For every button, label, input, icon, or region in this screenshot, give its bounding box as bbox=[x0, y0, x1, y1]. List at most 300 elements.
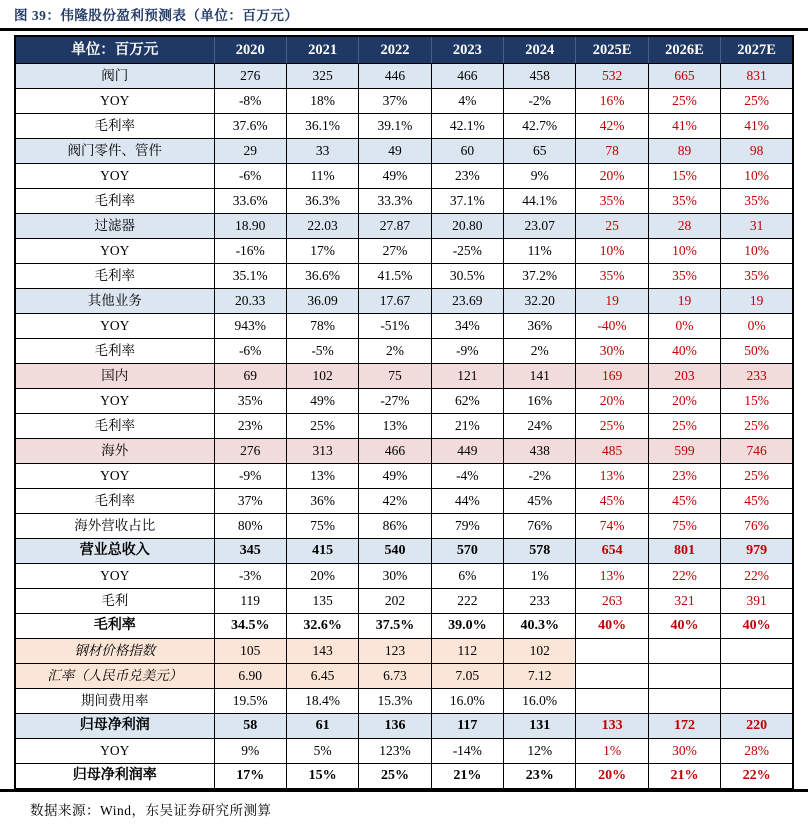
table-row bbox=[15, 464, 793, 489]
historical-value-cell: 11% bbox=[504, 239, 576, 264]
historical-value-cell: 233 bbox=[504, 589, 576, 614]
forecast-value-cell: 31 bbox=[721, 214, 793, 239]
forecast-value-cell: 35% bbox=[576, 189, 648, 214]
historical-value-cell: 36.1% bbox=[286, 114, 358, 139]
historical-value-cell: 123 bbox=[359, 639, 431, 664]
historical-value-cell: 42.1% bbox=[431, 114, 503, 139]
forecast-value-cell: 98 bbox=[721, 139, 793, 164]
historical-value-cell: 23% bbox=[214, 414, 286, 439]
forecast-value-cell: 35% bbox=[648, 189, 720, 214]
historical-value-cell: 102 bbox=[504, 639, 576, 664]
historical-value-cell: 123% bbox=[359, 739, 431, 764]
row-label: 钢材价格指数 bbox=[15, 639, 214, 664]
historical-value-cell: -5% bbox=[286, 339, 358, 364]
top-rule bbox=[0, 28, 808, 31]
historical-value-cell: -9% bbox=[214, 464, 286, 489]
forecast-value-cell: 16% bbox=[576, 89, 648, 114]
historical-value-cell: 313 bbox=[286, 439, 358, 464]
historical-value-cell: 37.2% bbox=[504, 264, 576, 289]
historical-value-cell: 466 bbox=[431, 64, 503, 89]
historical-value-cell: 75% bbox=[286, 514, 358, 539]
forecast-value-cell bbox=[648, 689, 720, 714]
forecast-value-cell: 35% bbox=[721, 189, 793, 214]
forecast-value-cell: 391 bbox=[721, 589, 793, 614]
historical-value-cell: 438 bbox=[504, 439, 576, 464]
row-label: YOY bbox=[15, 739, 214, 764]
historical-value-cell: 20.33 bbox=[214, 289, 286, 314]
forecast-value-cell bbox=[721, 689, 793, 714]
row-label: 毛利率 bbox=[15, 114, 214, 139]
historical-value-cell: 61 bbox=[286, 714, 358, 739]
header-year-cell: 2024 bbox=[504, 36, 576, 64]
historical-value-cell: -2% bbox=[504, 464, 576, 489]
historical-value-cell: 32.6% bbox=[286, 614, 358, 639]
table-row bbox=[15, 689, 793, 714]
historical-value-cell: 27% bbox=[359, 239, 431, 264]
historical-value-cell: 6.45 bbox=[286, 664, 358, 689]
historical-value-cell: 42.7% bbox=[504, 114, 576, 139]
table-row bbox=[15, 639, 793, 664]
historical-value-cell: 4% bbox=[431, 89, 503, 114]
forecast-value-cell: 133 bbox=[576, 714, 648, 739]
forecast-value-cell: 30% bbox=[648, 739, 720, 764]
historical-value-cell: 202 bbox=[359, 589, 431, 614]
historical-value-cell: 7.05 bbox=[431, 664, 503, 689]
row-label: YOY bbox=[15, 164, 214, 189]
historical-value-cell: 35% bbox=[214, 389, 286, 414]
historical-value-cell: 40.3% bbox=[504, 614, 576, 639]
historical-value-cell: 49% bbox=[286, 389, 358, 414]
historical-value-cell: 33 bbox=[286, 139, 358, 164]
header-year-cell: 2020 bbox=[214, 36, 286, 64]
historical-value-cell: 7.12 bbox=[504, 664, 576, 689]
historical-value-cell: 943% bbox=[214, 314, 286, 339]
forecast-value-cell: 78 bbox=[576, 139, 648, 164]
forecast-value-cell: 1% bbox=[576, 739, 648, 764]
forecast-value-cell: 13% bbox=[576, 564, 648, 589]
historical-value-cell: 136 bbox=[359, 714, 431, 739]
table-row bbox=[15, 214, 793, 239]
table-row bbox=[15, 489, 793, 514]
row-label: 毛利率 bbox=[15, 489, 214, 514]
historical-value-cell: 13% bbox=[359, 414, 431, 439]
historical-value-cell: 6% bbox=[431, 564, 503, 589]
table-row bbox=[15, 189, 793, 214]
historical-value-cell: 466 bbox=[359, 439, 431, 464]
forecast-value-cell: 19 bbox=[576, 289, 648, 314]
historical-value-cell: 21% bbox=[431, 764, 503, 789]
row-label: 期间费用率 bbox=[15, 689, 214, 714]
historical-value-cell: -8% bbox=[214, 89, 286, 114]
row-label: 国内 bbox=[15, 364, 214, 389]
historical-value-cell: 86% bbox=[359, 514, 431, 539]
historical-value-cell: 119 bbox=[214, 589, 286, 614]
historical-value-cell: 20.80 bbox=[431, 214, 503, 239]
historical-value-cell: 2% bbox=[359, 339, 431, 364]
table-row bbox=[15, 539, 793, 564]
historical-value-cell: 37.5% bbox=[359, 614, 431, 639]
historical-value-cell: 415 bbox=[286, 539, 358, 564]
forecast-value-cell: 45% bbox=[648, 489, 720, 514]
historical-value-cell: 135 bbox=[286, 589, 358, 614]
forecast-value-cell: 801 bbox=[648, 539, 720, 564]
historical-value-cell: 325 bbox=[286, 64, 358, 89]
historical-value-cell: 36% bbox=[286, 489, 358, 514]
forecast-value-cell: 10% bbox=[721, 239, 793, 264]
forecast-value-cell: 10% bbox=[721, 164, 793, 189]
historical-value-cell: 5% bbox=[286, 739, 358, 764]
historical-value-cell: -51% bbox=[359, 314, 431, 339]
row-label: 归母净利润率 bbox=[15, 764, 214, 789]
forecast-value-cell: 321 bbox=[648, 589, 720, 614]
historical-value-cell: 33.6% bbox=[214, 189, 286, 214]
historical-value-cell: 222 bbox=[431, 589, 503, 614]
table-row bbox=[15, 289, 793, 314]
historical-value-cell: 34% bbox=[431, 314, 503, 339]
row-label: 归母净利润 bbox=[15, 714, 214, 739]
historical-value-cell: 27.87 bbox=[359, 214, 431, 239]
forecast-value-cell: 532 bbox=[576, 64, 648, 89]
table-row bbox=[15, 739, 793, 764]
historical-value-cell: 42% bbox=[359, 489, 431, 514]
historical-value-cell: 2% bbox=[504, 339, 576, 364]
forecast-value-cell: 20% bbox=[648, 389, 720, 414]
row-label: 毛利率 bbox=[15, 614, 214, 639]
historical-value-cell: 37% bbox=[214, 489, 286, 514]
forecast-value-cell: 485 bbox=[576, 439, 648, 464]
forecast-value-cell: 41% bbox=[721, 114, 793, 139]
historical-value-cell: 36% bbox=[504, 314, 576, 339]
historical-value-cell: 24% bbox=[504, 414, 576, 439]
forecast-value-cell: 22% bbox=[648, 564, 720, 589]
historical-value-cell: 17% bbox=[214, 764, 286, 789]
historical-value-cell: 1% bbox=[504, 564, 576, 589]
forecast-value-cell: 25% bbox=[648, 414, 720, 439]
historical-value-cell: 44% bbox=[431, 489, 503, 514]
historical-value-cell: 58 bbox=[214, 714, 286, 739]
historical-value-cell: -14% bbox=[431, 739, 503, 764]
forecast-value-cell bbox=[576, 689, 648, 714]
forecast-value-cell bbox=[648, 639, 720, 664]
forecast-value-cell: 25% bbox=[648, 89, 720, 114]
forecast-value-cell: 19 bbox=[721, 289, 793, 314]
historical-value-cell: 45% bbox=[504, 489, 576, 514]
historical-value-cell: 49% bbox=[359, 164, 431, 189]
forecast-value-cell: 25% bbox=[721, 89, 793, 114]
forecast-value-cell: 40% bbox=[648, 614, 720, 639]
historical-value-cell: 30.5% bbox=[431, 264, 503, 289]
forecast-value-cell: 19 bbox=[648, 289, 720, 314]
historical-value-cell: 32.20 bbox=[504, 289, 576, 314]
historical-value-cell: 458 bbox=[504, 64, 576, 89]
historical-value-cell: 143 bbox=[286, 639, 358, 664]
forecast-value-cell: 35% bbox=[721, 264, 793, 289]
historical-value-cell: -2% bbox=[504, 89, 576, 114]
historical-value-cell: 37.6% bbox=[214, 114, 286, 139]
historical-value-cell: -3% bbox=[214, 564, 286, 589]
forecast-value-cell: 28% bbox=[721, 739, 793, 764]
historical-value-cell: 49 bbox=[359, 139, 431, 164]
forecast-value-cell: 13% bbox=[576, 464, 648, 489]
table-row bbox=[15, 239, 793, 264]
historical-value-cell: 141 bbox=[504, 364, 576, 389]
table-row bbox=[15, 139, 793, 164]
header-year-cell: 2027E bbox=[721, 36, 793, 64]
historical-value-cell: 16.0% bbox=[431, 689, 503, 714]
table-row bbox=[15, 439, 793, 464]
forecast-value-cell bbox=[721, 664, 793, 689]
historical-value-cell: 6.90 bbox=[214, 664, 286, 689]
forecast-value-cell: 831 bbox=[721, 64, 793, 89]
table-row bbox=[15, 264, 793, 289]
historical-value-cell: 39.1% bbox=[359, 114, 431, 139]
historical-value-cell: 25% bbox=[286, 414, 358, 439]
historical-value-cell: 117 bbox=[431, 714, 503, 739]
historical-value-cell: 41.5% bbox=[359, 264, 431, 289]
forecast-value-cell: 45% bbox=[576, 489, 648, 514]
table-row bbox=[15, 664, 793, 689]
forecast-value-cell: 220 bbox=[721, 714, 793, 739]
forecast-value-cell: 0% bbox=[648, 314, 720, 339]
header-unit-cell: 单位：百万元 bbox=[15, 36, 214, 64]
forecast-value-cell: 203 bbox=[648, 364, 720, 389]
historical-value-cell: 30% bbox=[359, 564, 431, 589]
row-label: 毛利率 bbox=[15, 189, 214, 214]
historical-value-cell: 60 bbox=[431, 139, 503, 164]
row-label: YOY bbox=[15, 464, 214, 489]
historical-value-cell: 78% bbox=[286, 314, 358, 339]
historical-value-cell: 17% bbox=[286, 239, 358, 264]
historical-value-cell: -27% bbox=[359, 389, 431, 414]
forecast-value-cell: 654 bbox=[576, 539, 648, 564]
table-row bbox=[15, 714, 793, 739]
forecast-value-cell: 30% bbox=[576, 339, 648, 364]
forecast-value-cell bbox=[721, 639, 793, 664]
header-year-cell: 2021 bbox=[286, 36, 358, 64]
forecast-value-cell bbox=[648, 664, 720, 689]
historical-value-cell: 131 bbox=[504, 714, 576, 739]
historical-value-cell: 76% bbox=[504, 514, 576, 539]
row-label: 营业总收入 bbox=[15, 539, 214, 564]
historical-value-cell: 570 bbox=[431, 539, 503, 564]
forecast-value-cell: 25% bbox=[721, 464, 793, 489]
forecast-value-cell: 665 bbox=[648, 64, 720, 89]
historical-value-cell: 69 bbox=[214, 364, 286, 389]
table-row bbox=[15, 614, 793, 639]
table-row bbox=[15, 114, 793, 139]
historical-value-cell: 22.03 bbox=[286, 214, 358, 239]
forecast-value-cell: 15% bbox=[648, 164, 720, 189]
historical-value-cell: 79% bbox=[431, 514, 503, 539]
historical-value-cell: 121 bbox=[431, 364, 503, 389]
row-label: 毛利率 bbox=[15, 264, 214, 289]
forecast-value-cell: 0% bbox=[721, 314, 793, 339]
row-label: 其他业务 bbox=[15, 289, 214, 314]
forecast-value-cell bbox=[576, 664, 648, 689]
row-label: 毛利率 bbox=[15, 414, 214, 439]
row-label: 阀门 bbox=[15, 64, 214, 89]
historical-value-cell: 23.07 bbox=[504, 214, 576, 239]
historical-value-cell: 20% bbox=[286, 564, 358, 589]
table-row bbox=[15, 514, 793, 539]
historical-value-cell: 449 bbox=[431, 439, 503, 464]
forecast-value-cell: 25% bbox=[576, 414, 648, 439]
row-label: 海外 bbox=[15, 439, 214, 464]
table-row bbox=[15, 764, 793, 789]
forecast-value-cell: 979 bbox=[721, 539, 793, 564]
forecast-value-cell: 76% bbox=[721, 514, 793, 539]
forecast-value-cell: 746 bbox=[721, 439, 793, 464]
historical-value-cell: 80% bbox=[214, 514, 286, 539]
forecast-table bbox=[14, 35, 794, 789]
forecast-value-cell: 10% bbox=[576, 239, 648, 264]
forecast-value-cell: 22% bbox=[721, 764, 793, 789]
table-row bbox=[15, 314, 793, 339]
forecast-value-cell: 25% bbox=[721, 414, 793, 439]
historical-value-cell: 62% bbox=[431, 389, 503, 414]
table-row bbox=[15, 564, 793, 589]
historical-value-cell: 29 bbox=[214, 139, 286, 164]
row-label: 海外营收占比 bbox=[15, 514, 214, 539]
historical-value-cell: 9% bbox=[504, 164, 576, 189]
historical-value-cell: 36.09 bbox=[286, 289, 358, 314]
row-label: 毛利率 bbox=[15, 339, 214, 364]
historical-value-cell: 36.3% bbox=[286, 189, 358, 214]
historical-value-cell: 6.73 bbox=[359, 664, 431, 689]
historical-value-cell: 12% bbox=[504, 739, 576, 764]
forecast-value-cell: 75% bbox=[648, 514, 720, 539]
historical-value-cell: 36.6% bbox=[286, 264, 358, 289]
row-label: YOY bbox=[15, 564, 214, 589]
historical-value-cell: 23% bbox=[431, 164, 503, 189]
header-year-cell: 2023 bbox=[431, 36, 503, 64]
data-source: 数据来源：Wind，东吴证券研究所测算 bbox=[30, 803, 272, 818]
historical-value-cell: -16% bbox=[214, 239, 286, 264]
historical-value-cell: 23.69 bbox=[431, 289, 503, 314]
forecast-value-cell: 20% bbox=[576, 164, 648, 189]
historical-value-cell: 105 bbox=[214, 639, 286, 664]
historical-value-cell: 102 bbox=[286, 364, 358, 389]
forecast-value-cell: 20% bbox=[576, 389, 648, 414]
row-label: YOY bbox=[15, 89, 214, 114]
row-label: 阀门零件、管件 bbox=[15, 139, 214, 164]
historical-value-cell: 11% bbox=[286, 164, 358, 189]
forecast-value-cell: 169 bbox=[576, 364, 648, 389]
row-label: YOY bbox=[15, 314, 214, 339]
header-year-cell: 2025E bbox=[576, 36, 648, 64]
historical-value-cell: 446 bbox=[359, 64, 431, 89]
historical-value-cell: 9% bbox=[214, 739, 286, 764]
table-row bbox=[15, 589, 793, 614]
header-row bbox=[15, 36, 793, 64]
historical-value-cell: 345 bbox=[214, 539, 286, 564]
historical-value-cell: -6% bbox=[214, 339, 286, 364]
historical-value-cell: 19.5% bbox=[214, 689, 286, 714]
forecast-value-cell: 89 bbox=[648, 139, 720, 164]
historical-value-cell: 18.4% bbox=[286, 689, 358, 714]
historical-value-cell: 18.90 bbox=[214, 214, 286, 239]
row-label: 毛利 bbox=[15, 589, 214, 614]
forecast-value-cell: 40% bbox=[576, 614, 648, 639]
forecast-value-cell: 23% bbox=[648, 464, 720, 489]
forecast-value-cell: 28 bbox=[648, 214, 720, 239]
figure-title: 图 39：伟隆股份盈利预测表（单位：百万元） bbox=[14, 8, 299, 23]
forecast-value-cell: 40% bbox=[721, 614, 793, 639]
table-body bbox=[15, 64, 793, 789]
historical-value-cell: 34.5% bbox=[214, 614, 286, 639]
forecast-value-cell: 21% bbox=[648, 764, 720, 789]
historical-value-cell: 35.1% bbox=[214, 264, 286, 289]
historical-value-cell: 33.3% bbox=[359, 189, 431, 214]
forecast-value-cell: 45% bbox=[721, 489, 793, 514]
historical-value-cell: 18% bbox=[286, 89, 358, 114]
forecast-value-cell: 233 bbox=[721, 364, 793, 389]
historical-value-cell: 37.1% bbox=[431, 189, 503, 214]
table-row bbox=[15, 389, 793, 414]
table-row bbox=[15, 89, 793, 114]
row-label: YOY bbox=[15, 389, 214, 414]
historical-value-cell: 21% bbox=[431, 414, 503, 439]
historical-value-cell: 13% bbox=[286, 464, 358, 489]
forecast-value-cell: 42% bbox=[576, 114, 648, 139]
historical-value-cell: 37% bbox=[359, 89, 431, 114]
forecast-value-cell: 35% bbox=[576, 264, 648, 289]
forecast-value-cell: 25 bbox=[576, 214, 648, 239]
historical-value-cell: 75 bbox=[359, 364, 431, 389]
forecast-value-cell: 22% bbox=[721, 564, 793, 589]
historical-value-cell: 49% bbox=[359, 464, 431, 489]
historical-value-cell: -4% bbox=[431, 464, 503, 489]
forecast-value-cell bbox=[576, 639, 648, 664]
bottom-rule bbox=[0, 789, 808, 792]
historical-value-cell: -25% bbox=[431, 239, 503, 264]
row-label: 汇率（人民币兑美元） bbox=[15, 664, 214, 689]
table-row bbox=[15, 339, 793, 364]
historical-value-cell: 15% bbox=[286, 764, 358, 789]
table-row bbox=[15, 364, 793, 389]
historical-value-cell: 15.3% bbox=[359, 689, 431, 714]
forecast-value-cell: 50% bbox=[721, 339, 793, 364]
forecast-value-cell: 20% bbox=[576, 764, 648, 789]
forecast-value-cell: -40% bbox=[576, 314, 648, 339]
historical-value-cell: 16% bbox=[504, 389, 576, 414]
historical-value-cell: 578 bbox=[504, 539, 576, 564]
row-label: YOY bbox=[15, 239, 214, 264]
table-row bbox=[15, 164, 793, 189]
row-label: 过滤器 bbox=[15, 214, 214, 239]
forecast-value-cell: 15% bbox=[721, 389, 793, 414]
forecast-value-cell: 40% bbox=[648, 339, 720, 364]
historical-value-cell: 540 bbox=[359, 539, 431, 564]
historical-value-cell: 276 bbox=[214, 64, 286, 89]
historical-value-cell: 23% bbox=[504, 764, 576, 789]
table-row bbox=[15, 414, 793, 439]
historical-value-cell: -9% bbox=[431, 339, 503, 364]
forecast-value-cell: 172 bbox=[648, 714, 720, 739]
historical-value-cell: 112 bbox=[431, 639, 503, 664]
historical-value-cell: 44.1% bbox=[504, 189, 576, 214]
header-year-cell: 2026E bbox=[648, 36, 720, 64]
historical-value-cell: -6% bbox=[214, 164, 286, 189]
historical-value-cell: 65 bbox=[504, 139, 576, 164]
table-row bbox=[15, 64, 793, 89]
historical-value-cell: 17.67 bbox=[359, 289, 431, 314]
forecast-value-cell: 35% bbox=[648, 264, 720, 289]
header-year-cell: 2022 bbox=[359, 36, 431, 64]
historical-value-cell: 39.0% bbox=[431, 614, 503, 639]
forecast-value-cell: 10% bbox=[648, 239, 720, 264]
forecast-value-cell: 41% bbox=[648, 114, 720, 139]
